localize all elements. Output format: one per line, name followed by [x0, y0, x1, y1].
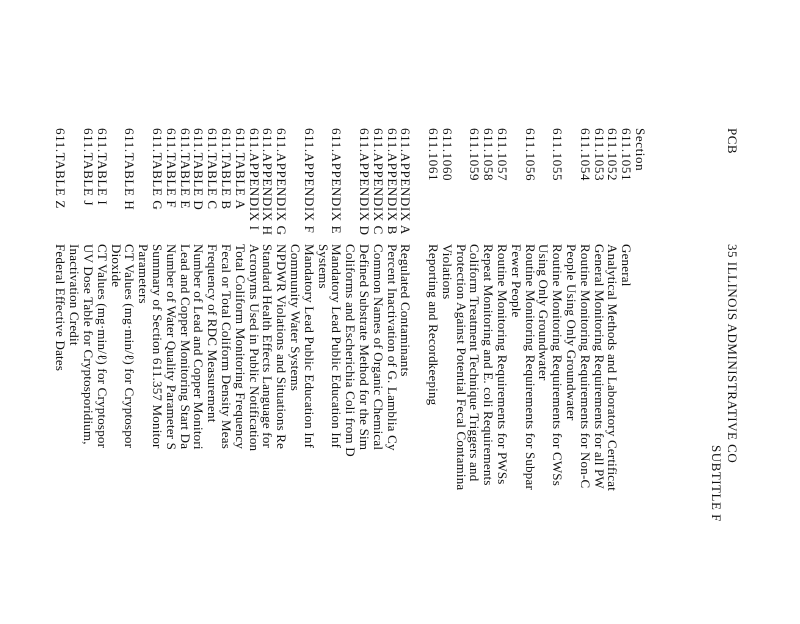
- toc-section-number: 611.APPENDIX C: [370, 128, 386, 235]
- toc-section-title: General: [619, 244, 635, 287]
- toc-section-number: 611.1060: [439, 128, 455, 182]
- toc-section-title: Frequency of RDC Measurement: [205, 244, 221, 423]
- toc-section-title: Number of Water Quality Parameter S: [163, 244, 179, 451]
- toc-section-number: 611.1051: [619, 128, 635, 182]
- toc-section-title: Using Only Groundwater: [536, 244, 552, 381]
- toc-section-title: Coliform Treatment Technique Triggers and: [467, 244, 483, 482]
- toc-section-title: Percent Inactivation of G. Lamblia Cy: [384, 244, 400, 451]
- toc-section-title: Lead and Copper Monitoring Start Da: [177, 244, 193, 450]
- toc-section-title: Reporting and Recordkeeping: [426, 244, 441, 406]
- toc-section-title: Acronyms Used in Public Notification: [246, 244, 262, 452]
- toc-section-title: Community Water Systems: [288, 244, 303, 392]
- toc-section-number: 611.1052: [605, 128, 621, 182]
- toc-section-number: 611.APPENDIX A: [398, 128, 414, 235]
- toc-section-number: 611.APPENDIX G: [274, 128, 290, 236]
- toc-section-title: Routine Monitoring Requirements for Subpar: [522, 244, 538, 490]
- toc-section-number: 611.1056: [522, 128, 538, 182]
- toc-section-title: Summary of Section 611.357 Monitor: [150, 244, 165, 449]
- toc-section-number: 611.TABLE G: [150, 128, 165, 211]
- toc-section-title: Mandatory Lead Public Education Inf: [301, 244, 317, 449]
- toc-section-title: Routine Monitoring Requirements for Non-C: [577, 244, 593, 489]
- toc-section-title: Protection Against Potential Fecal Contamina: [453, 244, 469, 491]
- toc-section-title: Mandatory Lead Public Education Inf: [329, 244, 345, 449]
- toc-section-number: 611.1053: [591, 128, 607, 182]
- toc-section-title: Inactivation Credit: [67, 244, 83, 346]
- toc-section-number: 611.TABLE J: [81, 128, 96, 207]
- toc-section-number: 611.1058: [481, 128, 497, 182]
- toc-section-title: Total Coliform Monitoring Frequency: [232, 244, 248, 450]
- toc-section-title: Fewer People: [508, 244, 524, 318]
- toc-section-number: 611.TABLE I: [94, 128, 110, 206]
- toc-section-title: People Using Only Groundwater: [564, 244, 579, 421]
- toc-section-title: Repeat Monitoring and E. coli Requirements: [481, 244, 497, 486]
- toc-section-number: 611.TABLE C: [205, 128, 221, 210]
- toc-section-number: 611.TABLE F: [163, 128, 179, 209]
- toc-section-number: 611.TABLE H: [122, 128, 138, 211]
- toc-section-number: 611.1054: [577, 128, 593, 182]
- toc-section-number: 611.1061: [426, 128, 441, 182]
- header-title: 35 ILLINOIS ADMINISTRATIVE CO: [725, 244, 740, 464]
- toc-section-title: Violations: [439, 244, 455, 300]
- header-subtitle: SUBTITLE F: [709, 445, 724, 522]
- header-agency: PCB: [725, 128, 740, 155]
- toc-section-title: Defined Substrate Method for the Sim: [357, 244, 372, 451]
- toc-section-title: Parameters: [136, 244, 152, 304]
- toc-section-number: Section: [633, 128, 648, 172]
- toc-section-number: 611.TABLE E: [177, 128, 193, 209]
- toc-section-title: Number of Lead and Copper Monitori: [191, 244, 207, 450]
- toc-section-title: Routine Monitoring Requirements for CWSs: [550, 244, 566, 486]
- toc-section-number: 611.TABLE D: [191, 128, 207, 211]
- toc-section-title: NPDWR Violations and Situations Re: [274, 244, 290, 450]
- toc-section-title: General Monitoring Requirements for all PW: [591, 244, 607, 489]
- toc-section-title: Coliforms and Escherichia Coli from D: [343, 244, 359, 457]
- toc-section-number: 611.APPENDIX I: [246, 128, 262, 231]
- toc-section-number: 611.APPENDIX E: [329, 128, 345, 235]
- toc-section-number: 611.APPENDIX D: [357, 128, 372, 236]
- toc-section-title: Fecal or Total Coliform Density Meas: [219, 244, 234, 449]
- toc-section-number: 611.APPENDIX B: [384, 128, 400, 235]
- toc-section-title: Standard Health Effects Language for: [260, 244, 276, 449]
- toc-section-number: 611.APPENDIX F: [301, 128, 317, 234]
- toc-section-number: 611.1055: [550, 128, 566, 182]
- toc-section-title: Federal Effective Dates: [53, 244, 69, 372]
- toc-section-title: Routine Monitoring Requirements for PWSs: [495, 244, 510, 485]
- toc-section-number: 611.1059: [467, 128, 483, 182]
- toc-section-number: 611.APPENDIX H: [260, 128, 276, 236]
- toc-section-title: CT Values (mg·min/ℓ) for Cryptospor: [122, 244, 138, 449]
- toc-section-number: 611.1057: [495, 128, 510, 182]
- toc-section-title: UV Dose Table for Cryptosporidium,: [81, 244, 96, 445]
- toc-section-title: Regulated Contaminants: [398, 244, 414, 377]
- toc-section-number: 611.TABLE Z: [53, 128, 69, 209]
- toc-section-title: Analytical Methods and Laboratory Certificat: [605, 244, 621, 492]
- toc-section-title: CT Values (mg·min/ℓ) for Cryptospor: [94, 244, 110, 449]
- toc-section-number: 611.TABLE B: [219, 128, 234, 210]
- toc-section-title: Common Names of Organic Chemical: [370, 244, 386, 451]
- toc-section-title: Systems: [315, 244, 331, 289]
- toc-section-number: 611.TABLE A: [232, 128, 248, 210]
- toc-section-title: Dioxide: [108, 244, 124, 288]
